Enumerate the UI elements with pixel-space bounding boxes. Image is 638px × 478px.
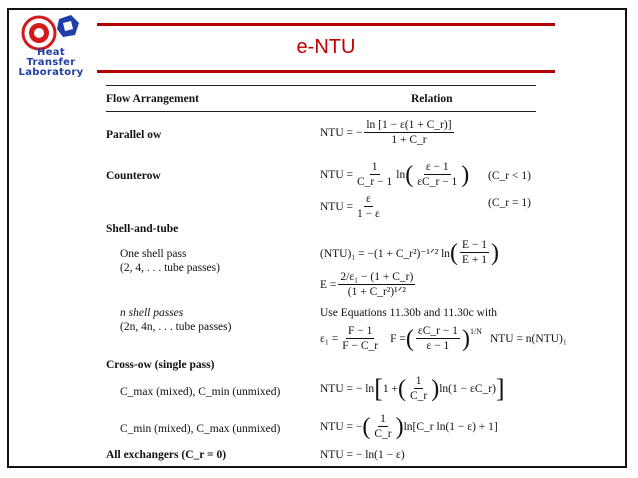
col-header-relation: Relation xyxy=(411,93,453,105)
eq-prefix: NTU = xyxy=(320,168,353,181)
row-n-shell-eq2: ε₁ = $\frac{F - 1}{F - C\_r}$ F = ( $\frac{\varepsilon C\_r - 1}{\varepsilon - 1}$ ) $^{1/N}$ NTU = n(NTU)₁ xyxy=(320,325,567,352)
eq-den: (1 + C_r²)¹ᐟ² xyxy=(347,286,406,298)
eq-tail: ln[C_r ln(1 − ε) + 1] xyxy=(403,420,498,433)
eq-num: 1 xyxy=(380,413,386,425)
eq-num: ε xyxy=(365,193,371,205)
eq-den: 1 + C_r xyxy=(391,134,427,146)
eq-prefix: NTU = − xyxy=(320,420,363,433)
row-n-shell-eq1: Use Equations 11.30b and 11.30c with xyxy=(320,307,498,319)
row-one-shell-label: One shell pass xyxy=(120,248,187,260)
eq-tail: ln(1 − εC_r) xyxy=(439,382,496,395)
row-counter-eq1: NTU = $\frac{1}{C\_r - 1}$ ln ( $\frac{\varepsilon - 1}{\varepsilon C\_r - 1}$ ) xyxy=(320,161,470,188)
eq-prefix: E = xyxy=(320,278,337,291)
row-all-label: All exchangers (C_r = 0) xyxy=(106,449,227,461)
eq-prefix: NTU = − xyxy=(320,126,363,139)
eq-num: 1 xyxy=(371,161,378,173)
eq-den: C_r xyxy=(409,390,428,402)
row-cmin-label: C_min (mixed), C_max (unmixed) xyxy=(120,423,281,435)
eq-den: εC_r − 1 xyxy=(417,176,458,188)
eq-num: E − 1 xyxy=(462,239,488,251)
eq-num: ε − 1 xyxy=(425,161,449,173)
row-counter-cond2: (C_r = 1) xyxy=(488,197,531,209)
row-parallel-eq xyxy=(320,119,456,146)
row-parallel-label: Parallel ow xyxy=(106,129,162,141)
logo-text-line2: Transfer xyxy=(26,57,76,68)
eq-num: 1 xyxy=(415,375,422,387)
row-one-shell-sub: (2, 4, . . . tube passes) xyxy=(120,262,220,274)
row-cmin-eq: NTU = − ( $\frac{1}{C\_r}$ ) ln[C_r ln(1 − ε) + 1] xyxy=(320,413,498,440)
eq-mid: 1 + xyxy=(382,382,398,395)
eq-exp: 1/N xyxy=(469,327,482,336)
row-cross-label: Cross-ow (single pass) xyxy=(106,359,215,371)
row-shell-label: Shell-and-tube xyxy=(106,223,179,235)
eq-den: 1 − ε xyxy=(357,208,380,220)
eq-tail: NTU = n(NTU)₁ xyxy=(489,332,567,345)
logo-text-line1: Heat xyxy=(37,47,65,58)
ntu-relations-table xyxy=(106,85,567,470)
eq-den: E + 1 xyxy=(462,254,488,266)
title-top-rule xyxy=(97,23,555,26)
eq-num: 2/ε₁ − (1 + C_r) xyxy=(340,271,414,283)
eq-prefix: ε₁ = xyxy=(320,332,339,345)
eq-num: ln [1 − ε(1 + C_r)] xyxy=(366,119,452,131)
table-top-rule xyxy=(106,85,536,86)
eq-prefix: NTU = − ln xyxy=(320,382,375,395)
row-cmax-label: C_max (mixed), C_min (unmixed) xyxy=(120,386,281,398)
slide-frame xyxy=(7,8,627,468)
row-one-shell-eq2 xyxy=(320,271,417,298)
eq-num: εC_r − 1 xyxy=(417,325,458,337)
eq-F: F = xyxy=(390,332,406,345)
eq-den: C_r − 1 xyxy=(357,176,393,188)
eq-ln: ln xyxy=(396,168,406,181)
row-counter-label: Counterow xyxy=(106,170,161,182)
eq-num: F − 1 xyxy=(347,325,373,337)
eq-prefix: NTU = xyxy=(320,200,353,213)
header-rule xyxy=(106,111,536,112)
title-bottom-rule xyxy=(97,70,555,73)
eq-den: F − C_r xyxy=(342,340,379,352)
eq-den: ε − 1 xyxy=(426,340,450,352)
row-counter-eq2 xyxy=(320,193,384,220)
n-shell-label-text: n shell passes xyxy=(120,307,184,319)
eq-den: C_r xyxy=(374,428,392,440)
page-title: e-NTU xyxy=(296,36,356,58)
row-all-eq: NTU = − ln(1 − ε) xyxy=(320,449,405,461)
logo-text-line3: Laboratory xyxy=(18,67,84,78)
row-counter-cond1: (C_r < 1) xyxy=(488,170,531,182)
eq-prefix: (NTU)₁ = −(1 + C_r²)⁻¹ᐟ² ln xyxy=(320,247,451,260)
row-cmax-eq: NTU = − ln [ 1 + ( $\frac{1}{C\_r}$ ) ln(1 − εC_r) ] xyxy=(320,373,505,403)
row-one-shell-eq1: (NTU)₁ = −(1 + C_r²)⁻¹ᐟ² ln ( $\frac{E - 1}{E + 1}$ ) xyxy=(320,239,500,266)
row-n-shell-sub: (2n, 4n, . . . tube passes) xyxy=(120,321,232,333)
col-header-flow: Flow Arrangement xyxy=(106,93,199,105)
row-n-shell-label xyxy=(120,307,183,319)
